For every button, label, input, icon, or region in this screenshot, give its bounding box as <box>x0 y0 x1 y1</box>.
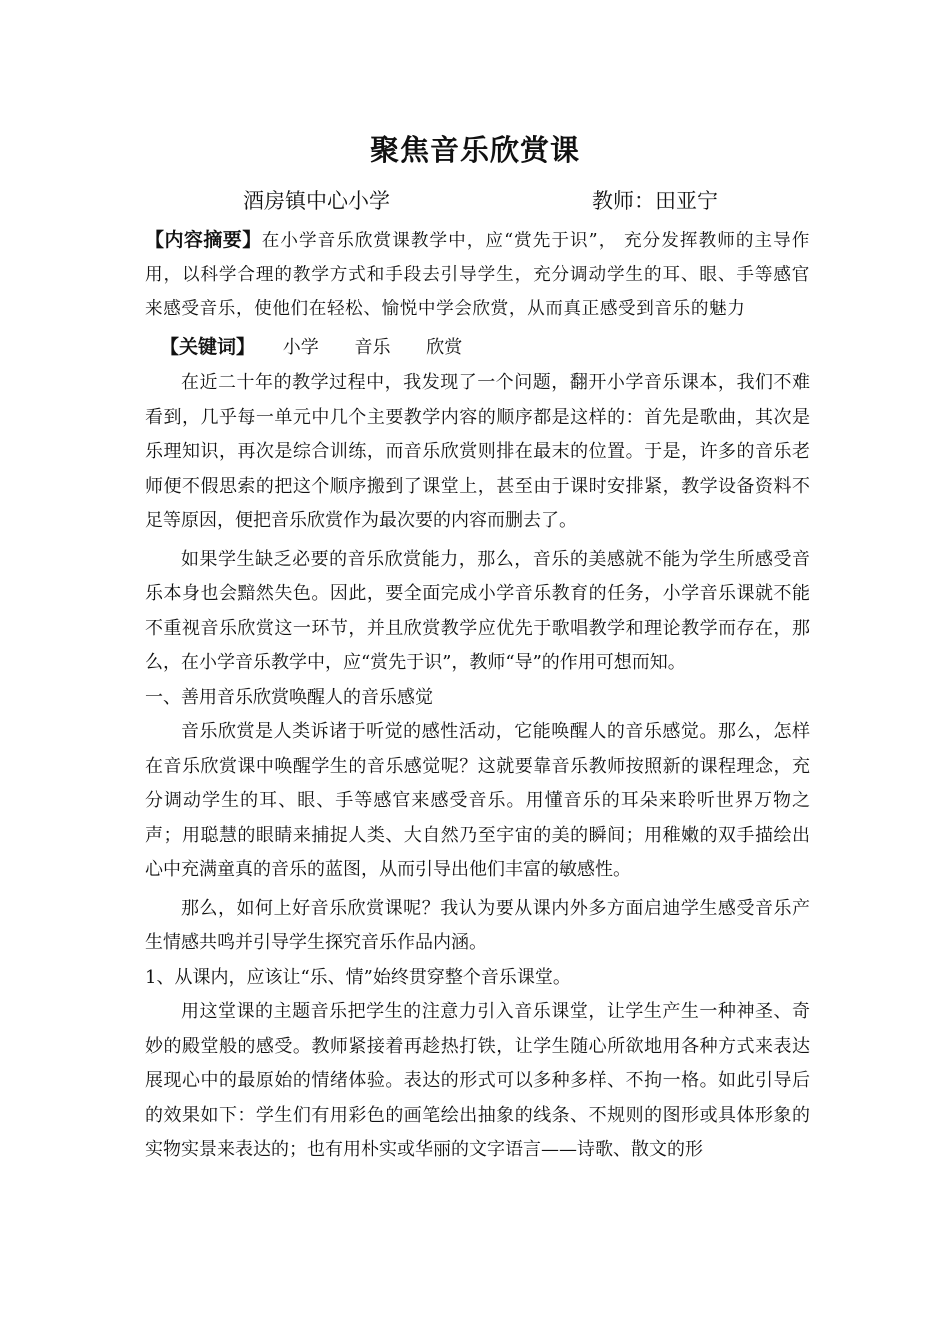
document-title: 聚焦音乐欣赏课 <box>369 133 580 167</box>
paragraph: 音乐欣赏是人类诉诸于听觉的感性活动，它能唤醒人的音乐感觉。那么，怎样在音乐欣赏课中唤醒学生的音乐感觉呢？这就要靠音乐教师按照新的课程理念，充分调动学生的耳、眼、手等感官来感受音乐。用懂音乐的耳朵来聆听世界万物之声；用聪慧的眼睛来捕捉人类、大自然乃至宇宙的美的瞬间；用稚嫩的双手描绘出心中充满童真的音乐的蓝图，从而引导出他们丰富的敏感性。 <box>145 721 810 880</box>
subsection-heading: 1、从课内，应该让“乐、情”始终贯穿整个音乐课堂。 <box>145 966 571 988</box>
teacher-name: 教师：田亚宁 <box>592 189 718 213</box>
keyword-item: 小学 <box>282 337 319 358</box>
section-heading: 一、善用音乐欣赏唤醒人的音乐感觉 <box>145 686 433 708</box>
keywords-label: 【关键词】 <box>160 336 256 358</box>
keyword-item: 音乐 <box>354 337 391 358</box>
abstract-label: 【内容摘要】 <box>145 229 262 251</box>
document-body <box>145 366 810 1168</box>
abstract-text: 在小学音乐欣赏课教学中，应“赏先于识”， 充分发挥教师的主导作用，以科学合理的教学方式和手段去引导学生，充分调动学生的耳、眼、手等感官来感受音乐，使他们在轻松、愉悦中学会欣赏，从而真正感受到音乐的魅力 <box>145 231 810 319</box>
abstract <box>145 223 810 326</box>
paragraph: 如果学生缺乏必要的音乐欣赏能力，那么，音乐的美感就不能为学生所感受音乐本身也会黯然失色。因此，要全面完成小学音乐教育的任务，小学音乐课就不能不重视音乐欣赏这一环节，并且欣赏教学应优先于歌唱教学和理论教学而存在，那么，在小学音乐教学中，应“赏先于识”，教师“导”的作用可想而知。 <box>145 548 810 673</box>
paragraph: 那么，如何上好音乐欣赏课呢？我认为要从课内外多方面启迪学生感受音乐产生情感共鸣并引导学生探究音乐作品内涵。 <box>145 897 810 953</box>
school-name: 酒房镇中心小学 <box>243 189 390 213</box>
keyword-item: 欣赏 <box>426 337 463 358</box>
paragraph: 用这堂课的主题音乐把学生的注意力引入音乐课堂，让学生产生一种神圣、奇妙的殿堂般的感受。教师紧接着再趁热打铁，让学生随心所欲地用各种方式来表达展现心中的最原始的情绪体验。表达的形式可以多种多样、不拘一格。如此引导后的效果如下：学生们有用彩色的画笔绘出抽象的线条、不规则的图形或具体形象的实物实景来表达的；也有用朴实或华丽的文字语言——诗歌、散文的形 <box>145 1001 810 1160</box>
keywords <box>160 332 470 363</box>
paragraph: 在近二十年的教学过程中，我发现了一个问题，翻开小学音乐课本，我们不难看到，几乎每一单元中几个主要教学内容的顺序都是这样的：首先是歌曲，其次是乐理知识，再次是综合训练，而音乐欣赏则排在最末的位置。于是，许多的音乐老师便不假思索的把这个顺序搬到了课堂上，甚至由于课时安排紧，教学设备资料不足等原因，便把音乐欣赏作为最次要的内容而删去了。 <box>145 372 810 531</box>
